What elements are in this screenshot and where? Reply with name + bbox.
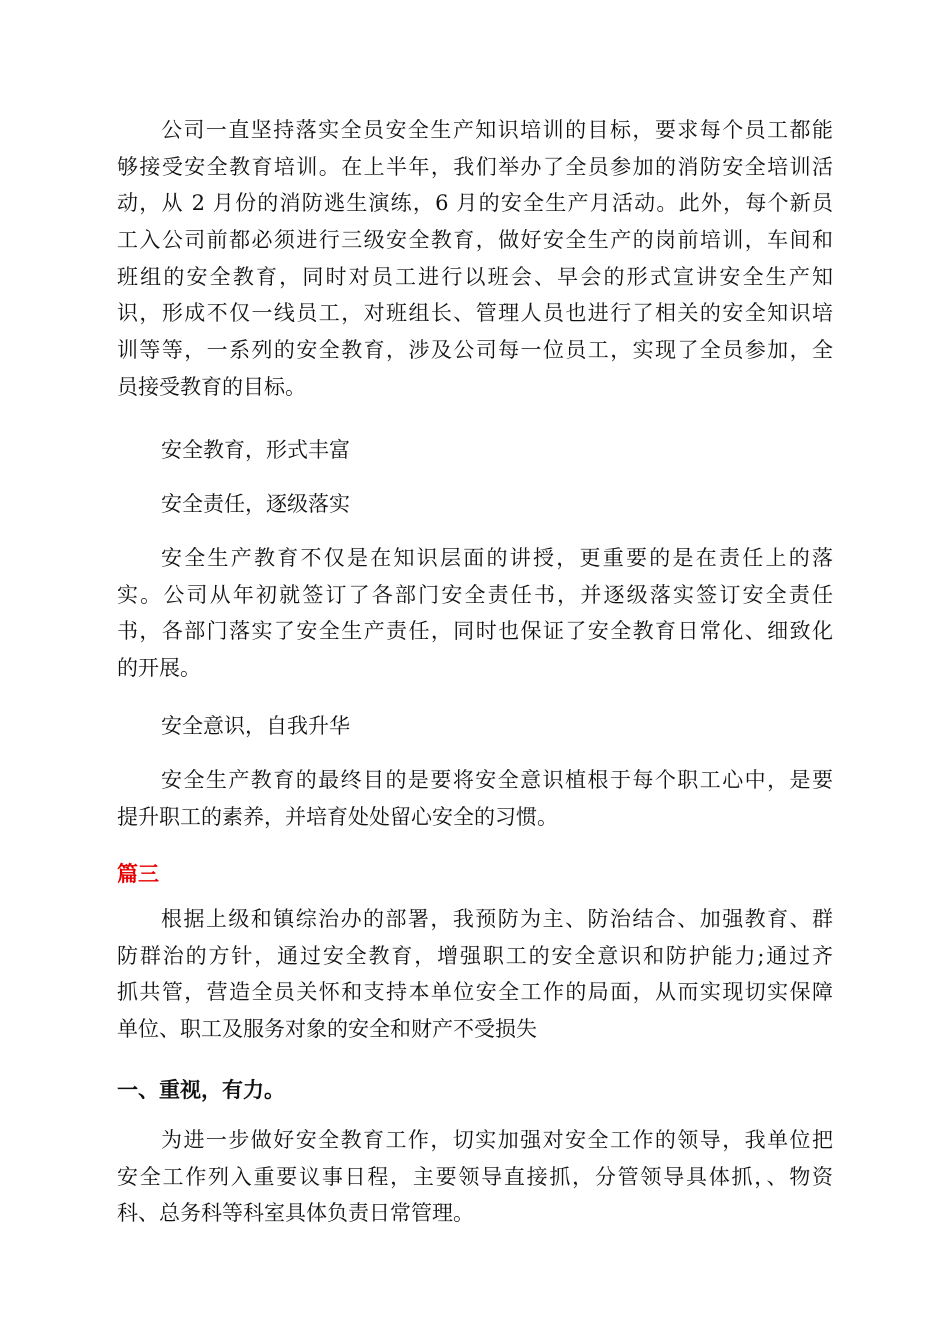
subheading-education-forms — [117, 432, 833, 469]
text-line: 训等等，一系列的安全教育，涉及公司每一位员工，实现了全员参加，全 — [117, 338, 833, 363]
paragraph-awareness — [117, 762, 833, 835]
section-title: 篇三 — [117, 861, 159, 886]
text-line: 为进一步做好安全教育工作，切实加强对安全工作的领导，我单位把 — [161, 1128, 833, 1152]
paragraph-leadership — [117, 1122, 833, 1232]
text-line: 抓共管，营造全员关怀和支持本单位安全工作的局面，从而实现切实保障 — [117, 980, 833, 1005]
heading-emphasis: 一、重视，有力。 — [117, 1077, 285, 1102]
text-line: 班组的安全教育，同时对员工进行以班会、早会的形式宣讲安全生产知 — [117, 264, 833, 289]
text-line: 书，各部门落实了安全生产责任，同时也保证了安全教育日常化、细致化 — [117, 619, 833, 644]
text-line: 工入公司前都必须进行三级安全教育，做好安全生产的岗前培训，车间和 — [117, 228, 833, 253]
text-line: 提升职工的素养，并培育处处留心安全的习惯。 — [117, 804, 558, 829]
subheading-responsibility — [117, 486, 833, 523]
text-line: 单位、职工及服务对象的安全和财产不受损失 — [117, 1017, 537, 1042]
subheading-text: 安全意识，自我升华 — [161, 714, 350, 738]
text-line: 识，形成不仅一线员工，对班组长、管理人员也进行了相关的安全知识培 — [117, 301, 833, 326]
subheading-text: 安全责任，逐级落实 — [161, 492, 350, 516]
subheading-text: 安全教育，形式丰富 — [161, 438, 350, 462]
text-line: 安全生产教育的最终目的是要将安全意识植根于每个职工心中，是要 — [161, 768, 833, 792]
text-line: 够接受安全教育培训。在上半年，我们举办了全员参加的消防安全培训活 — [117, 154, 833, 179]
paragraph-responsibility — [117, 540, 833, 687]
text-line: 根据上级和镇综治办的部署，我预防为主、防治结合、加强教育、群 — [161, 907, 833, 931]
text-line: 实。公司从年初就签订了各部门安全责任书，并逐级落实签订安全责任 — [117, 582, 833, 607]
subheading-awareness — [117, 708, 833, 745]
paragraph-deployment — [117, 901, 833, 1048]
text-line: 公司一直坚持落实全员安全生产知识培训的目标，要求每个员工都能 — [161, 118, 833, 142]
text-line: 安全生产教育不仅是在知识层面的讲授，更重要的是在责任上的落 — [161, 546, 833, 570]
text-line: 员接受教育的目标。 — [117, 374, 306, 399]
paragraph-training — [117, 112, 833, 406]
text-line: 安全工作列入重要议事日程，主要领导直接抓，分管领导具体抓，、物资 — [117, 1164, 833, 1189]
text-line: 防群治的方针，通过安全教育，增强职工的安全意识和防护能力;通过齐 — [117, 943, 833, 968]
text-line: 动，从 2 月份的消防逃生演练，6 月的安全生产月活动。此外，每个新员 — [117, 191, 833, 216]
text-line: 的开展。 — [117, 656, 201, 681]
text-line: 科、总务科等科室具体负责日常管理。 — [117, 1201, 474, 1226]
